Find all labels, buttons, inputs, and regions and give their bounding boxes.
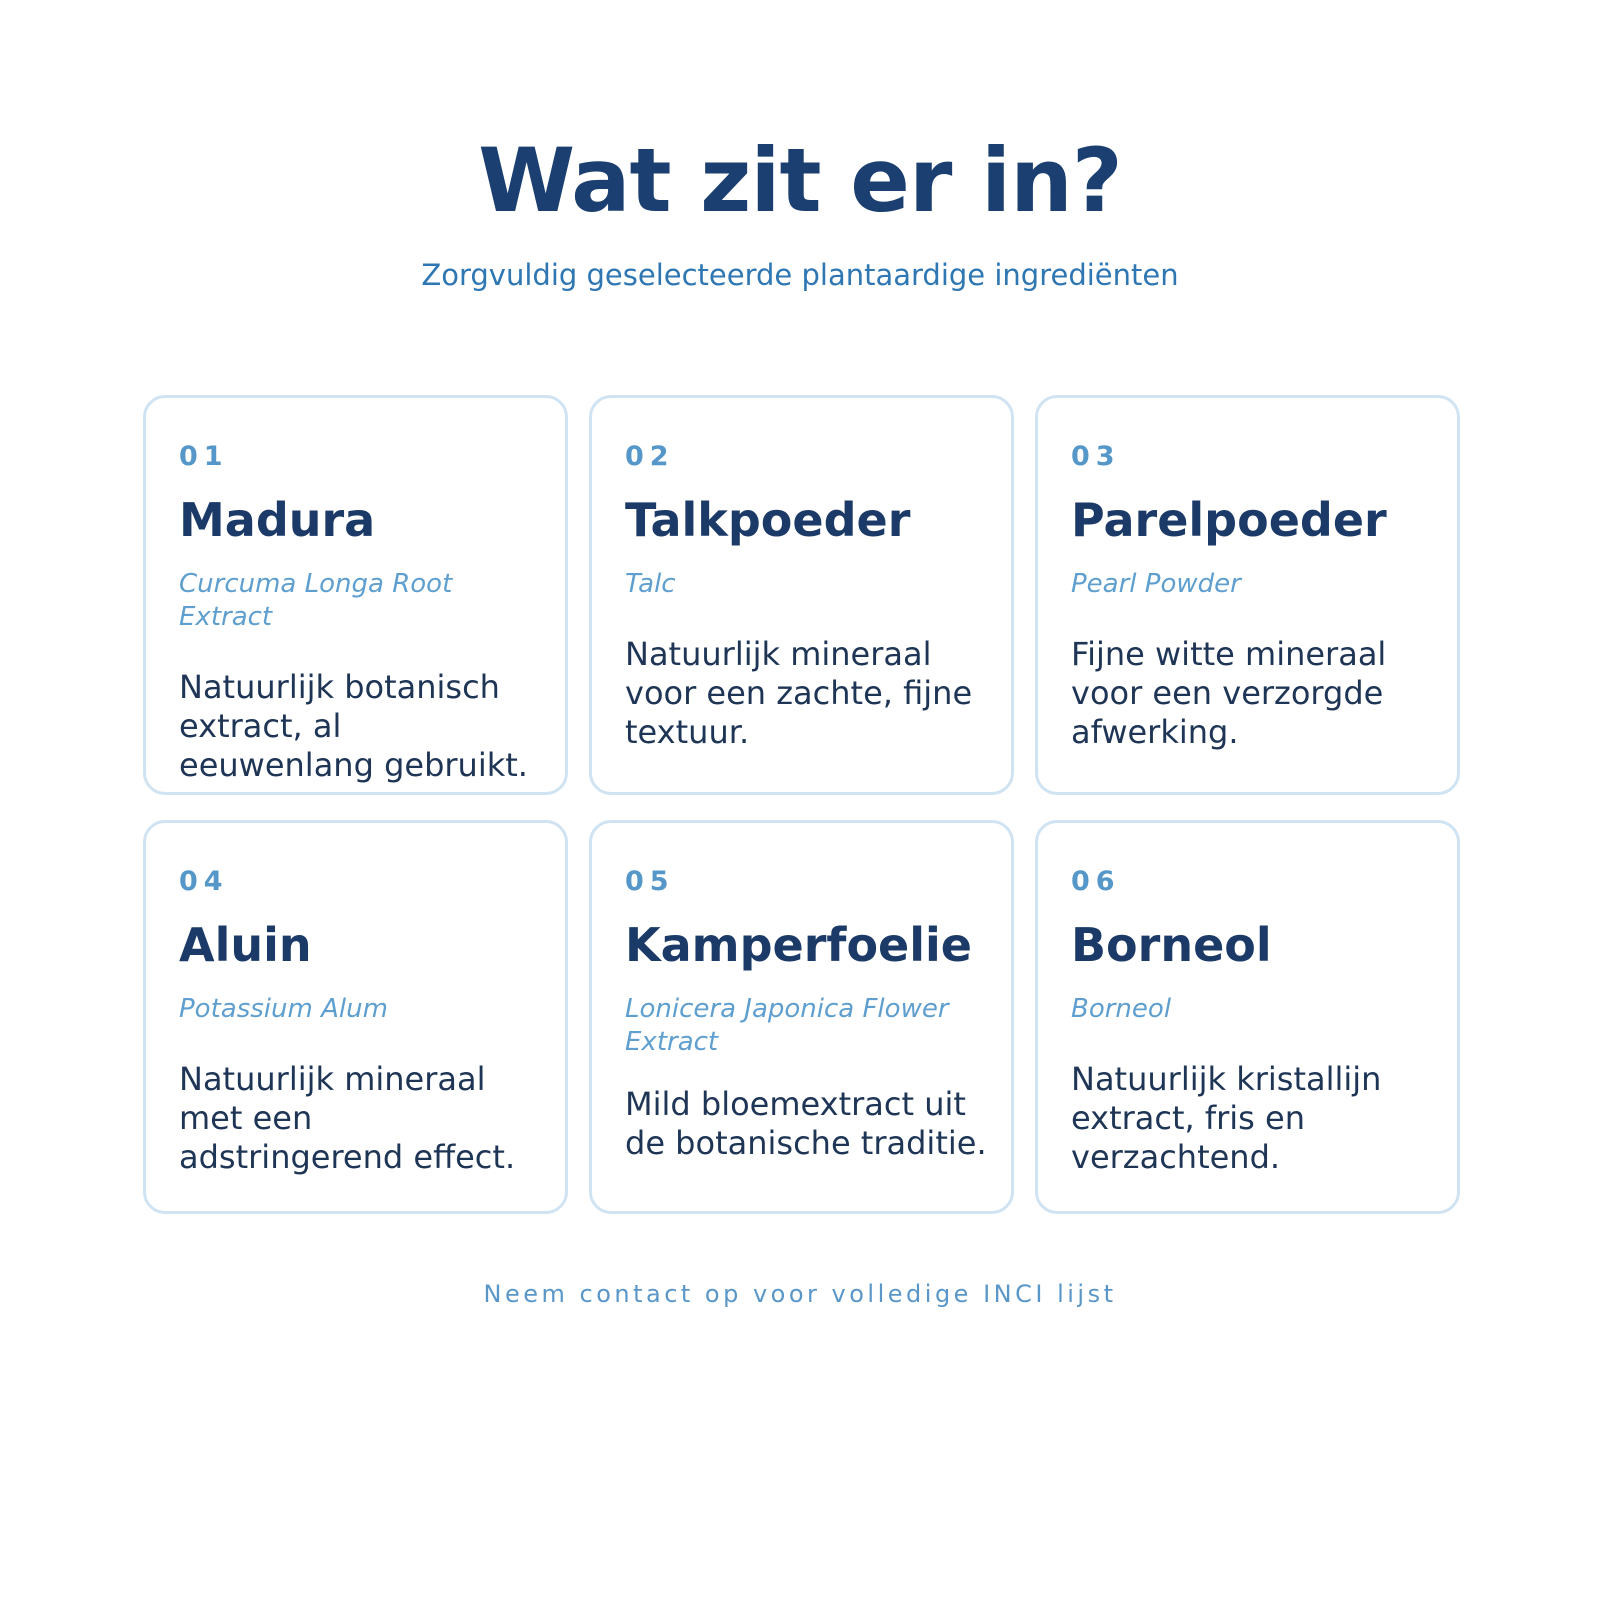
ingredient-card: [1035, 395, 1460, 795]
ingredient-number: 05: [625, 866, 675, 897]
ingredient-description: Natuurlijk mineraal met een adstringerend effect.: [179, 1060, 516, 1176]
ingredient-name: Borneol: [1071, 918, 1272, 972]
ingredient-number: 02: [625, 441, 675, 472]
ingredient-latin-name: Borneol: [1071, 994, 1172, 1024]
ingredient-name: Madura: [179, 493, 376, 547]
page-subtitle: Zorgvuldig geselecteerde plantaardige ingrediënten: [421, 258, 1179, 292]
ingredient-card: [1035, 820, 1460, 1214]
page-title: Wat zit er in?: [478, 129, 1122, 232]
ingredient-latin-name: Curcuma Longa Root Extract: [179, 569, 453, 632]
ingredient-name: Aluin: [179, 918, 312, 972]
ingredient-number: 06: [1071, 866, 1121, 897]
ingredient-description: Mild bloemextract uit de botanische traditie.: [625, 1085, 987, 1162]
ingredient-card: [143, 395, 568, 795]
ingredient-card: [589, 820, 1014, 1214]
ingredient-card: [589, 395, 1014, 795]
ingredient-latin-name: Talc: [625, 569, 676, 599]
ingredient-description: Natuurlijk mineraal voor een zachte, fijne textuur.: [625, 635, 973, 751]
ingredient-number: 04: [179, 866, 229, 897]
ingredient-latin-name: Potassium Alum: [179, 994, 388, 1024]
ingredient-grid: [143, 395, 1461, 1214]
ingredient-latin-name: Lonicera Japonica Flower Extract: [625, 994, 949, 1057]
ingredient-number: 01: [179, 441, 229, 472]
ingredient-description: Fijne witte mineraal voor een verzorgde afwerking.: [1071, 635, 1387, 751]
ingredient-latin-name: Pearl Powder: [1071, 569, 1241, 599]
ingredient-number: 03: [1071, 441, 1121, 472]
ingredient-description: Natuurlijk botanisch extract, al eeuwenlang gebruikt.: [179, 668, 528, 784]
ingredient-card: [143, 820, 568, 1214]
ingredient-name: Kamperfoelie: [625, 918, 972, 972]
ingredient-name: Talkpoeder: [625, 493, 911, 547]
ingredient-name: Parelpoeder: [1071, 493, 1387, 547]
ingredient-description: Natuurlijk kristallijn extract, fris en verzachtend.: [1071, 1060, 1382, 1176]
footer-note: Neem contact op voor volledige INCI lijst: [483, 1280, 1117, 1308]
